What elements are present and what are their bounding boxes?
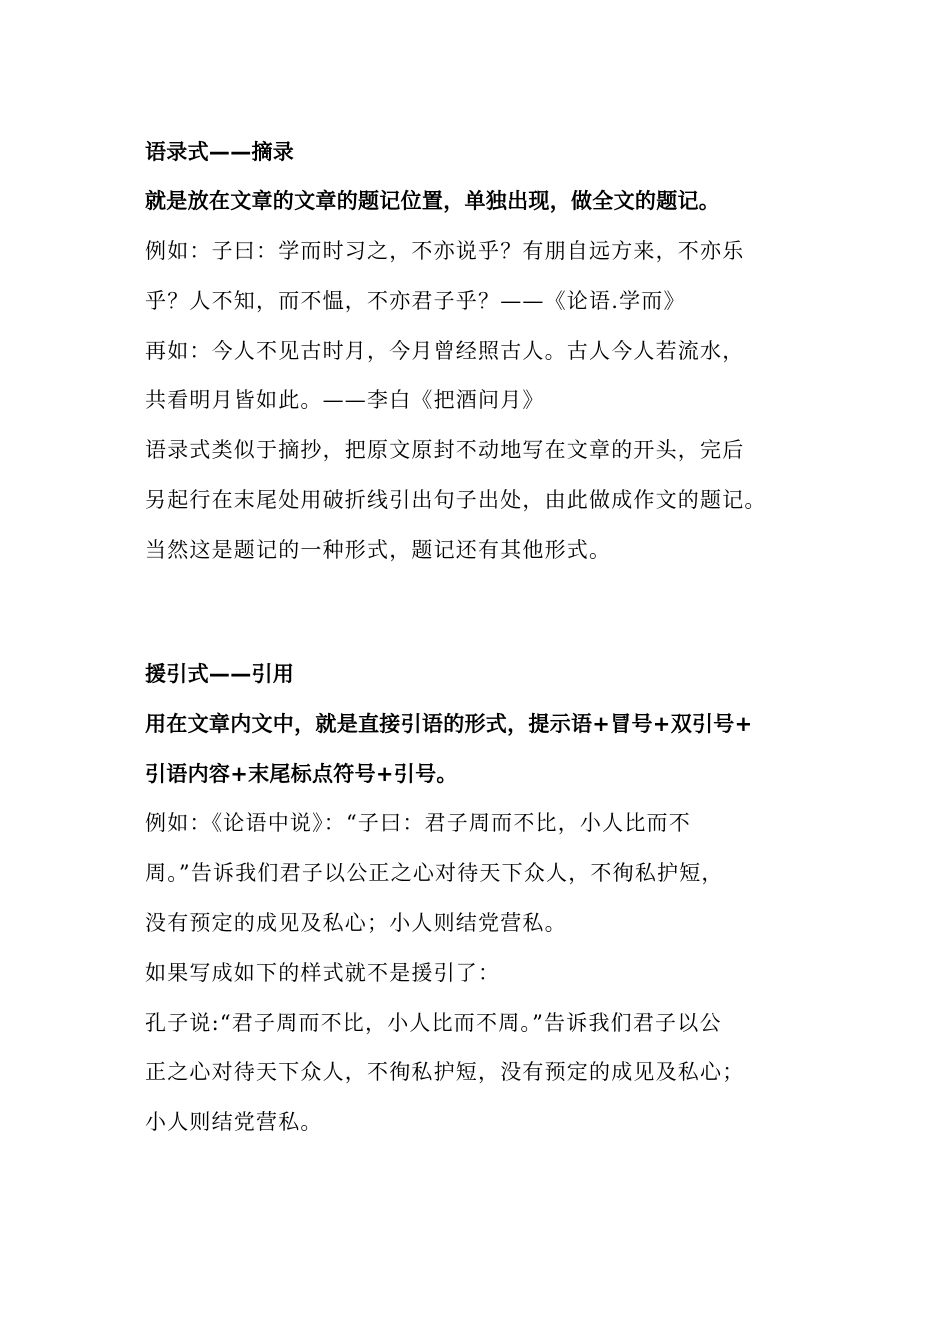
contrast-line: 孔子说:“君子周而不比，小人比而不周。”告诉我们君子以公	[145, 1011, 722, 1035]
contrast-intro: 如果写成如下的样式就不是援引了：	[145, 961, 501, 985]
explanation-line: 语录式类似于摘抄，把原文原封不动地写在文章的开头，完后	[145, 438, 745, 462]
example-line: 没有预定的成见及私心；小人则结党营私。	[145, 911, 567, 935]
section-definition-yulu: 就是放在文章的文章的题记位置，单独出现，做全文的题记。	[145, 189, 721, 213]
section-heading-yulu: 语录式——摘录	[145, 140, 295, 164]
example-line: 乎？人不知，而不愠，不亦君子乎？——《论语.学而》	[145, 289, 686, 313]
example-line: 周。”告诉我们君子以公正之心对待天下众人，不徇私护短，	[145, 861, 724, 885]
section-heading-yuanyin: 援引式——引用	[145, 662, 295, 686]
example-line: 共看明月皆如此。——李白《把酒问月》	[145, 388, 545, 412]
contrast-line: 正之心对待天下众人，不徇私护短，没有预定的成见及私心；	[145, 1060, 745, 1084]
example-line: 例如：子曰：学而时习之，不亦说乎？有朋自远方来，不亦乐	[145, 239, 745, 263]
explanation-line: 当然这是题记的一种形式，题记还有其他形式。	[145, 538, 612, 562]
example-line: 例如：《论语中说》：“子曰：君子周而不比，小人比而不	[145, 811, 691, 835]
example-line: 再如：今人不见古时月，今月曾经照古人。古人今人若流水，	[145, 339, 745, 363]
explanation-line: 另起行在末尾处用破折线引出句子出处，由此做成作文的题记。	[145, 488, 767, 512]
section-definition-yuanyin: 引语内容+末尾标点符号+引号。	[145, 762, 458, 786]
section-definition-yuanyin: 用在文章内文中，就是直接引语的形式，提示语+冒号+双引号+	[145, 712, 753, 736]
contrast-line: 小人则结党营私。	[145, 1110, 323, 1134]
